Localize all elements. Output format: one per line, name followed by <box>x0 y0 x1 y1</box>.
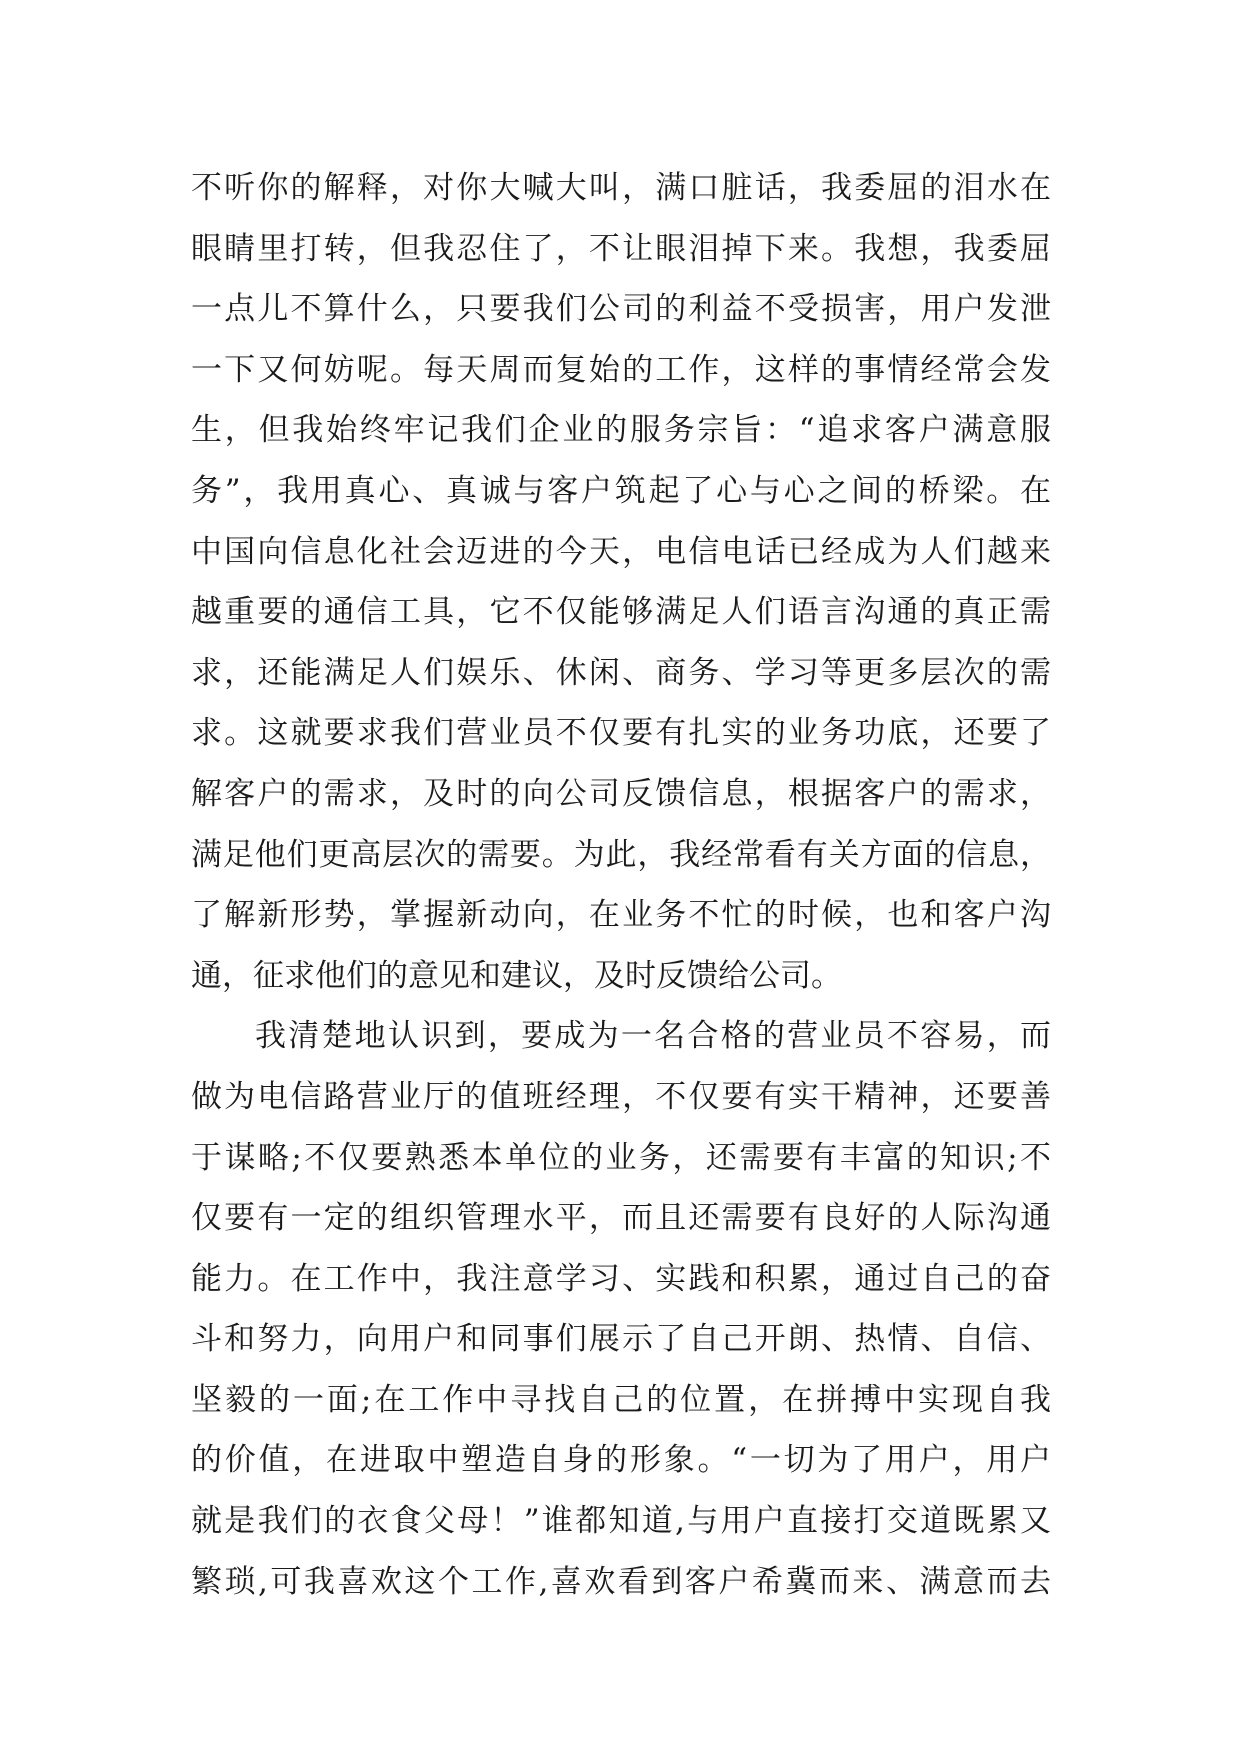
text-line: 求。这就要求我们营业员不仅要有扎实的业务功底，还要了 <box>191 715 1051 752</box>
text-line: 于谋略;不仅要熟悉本单位的业务，还需要有丰富的知识;不 <box>191 1139 1051 1176</box>
text-line: 一点儿不算什么，只要我们公司的利益不受损害，用户发泄 <box>191 291 1051 328</box>
text-line: 了解新形势，掌握新动向，在业务不忙的时候，也和客户沟 <box>191 897 1051 934</box>
text-line: 中国向信息化社会迈进的今天，电信电话已经成为人们越来 <box>191 533 1051 570</box>
body-text <box>191 158 1051 1612</box>
text-line: 满足他们更高层次的需要。为此，我经常看有关方面的信息， <box>191 836 1051 873</box>
text-line: 通，征求他们的意见和建议，及时反馈给公司。 <box>191 957 842 994</box>
text-line: 仅要有一定的组织管理水平，而且还需要有良好的人际沟通 <box>191 1200 1051 1237</box>
text-line: 的价值，在进取中塑造自身的形象。“一切为了用户，用户 <box>191 1442 1051 1479</box>
text-line: 务”，我用真心、真诚与客户筑起了心与心之间的桥梁。在 <box>191 472 1051 509</box>
text-line: 斗和努力，向用户和同事们展示了自己开朗、热情、自信、 <box>191 1321 1051 1358</box>
text-line: 坚毅的一面;在工作中寻找自己的位置，在拼搏中实现自我 <box>191 1381 1051 1418</box>
text-line: 我清楚地认识到，要成为一名合格的营业员不容易，而 <box>255 1018 1051 1055</box>
text-line: 能力。在工作中，我注意学习、实践和积累，通过自己的奋 <box>191 1260 1051 1297</box>
text-line: 繁琐,可我喜欢这个工作,喜欢看到客户希冀而来、满意而去 <box>191 1563 1051 1600</box>
text-line: 求，还能满足人们娱乐、休闲、商务、学习等更多层次的需 <box>191 654 1051 691</box>
text-line: 生，但我始终牢记我们企业的服务宗旨：“追求客户满意服 <box>191 412 1051 449</box>
text-line: 一下又何妨呢。每天周而复始的工作，这样的事情经常会发 <box>191 351 1051 388</box>
text-line: 眼睛里打转，但我忍住了，不让眼泪掉下来。我想，我委屈 <box>191 230 1051 267</box>
text-line: 就是我们的衣食父母！”谁都知道,与用户直接打交道既累又 <box>191 1503 1051 1540</box>
text-line: 越重要的通信工具，它不仅能够满足人们语言沟通的真正需 <box>191 594 1051 631</box>
text-line: 不听你的解释，对你大喊大叫，满口脏话，我委屈的泪水在 <box>191 170 1051 206</box>
text-line: 解客户的需求，及时的向公司反馈信息，根据客户的需求， <box>191 775 1051 812</box>
text-line: 做为电信路营业厅的值班经理，不仅要有实干精神，还要善 <box>191 1078 1051 1115</box>
